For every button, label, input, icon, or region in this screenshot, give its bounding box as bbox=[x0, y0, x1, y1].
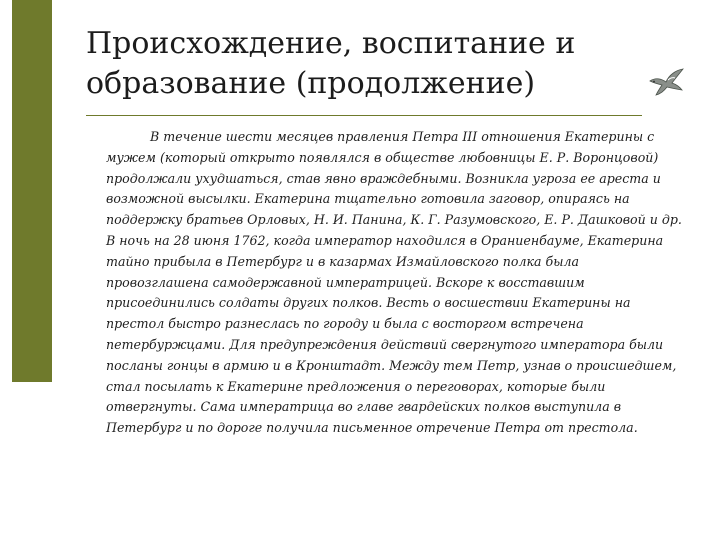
slide-body-text: В течение шести месяцев правления Петра III отношения Екатерины с мужем (который открыто появлялся в обществе любовницы Е. Р. Воронцовой) продолжали ухудшаться, став явно враждебными. Возникла угроза ее ареста и возможной высылки. Екатерина тщательно готовила заговор, опираясь на поддержку братьев Орловых, Н. И. Панина, К. Г. Разумовского, Е. Р. Дашковой и др. В ночь на 28 июня 1762, когда император находился в Ораниенбауме, Екатерина тайно прибыла в Петербург и в казармах Измайловского полка была провозглашена самодержавной императрицей. Вскоре к восставшим присоединились солдаты других полков. Весть о восшествии Екатерины на престол быстро разнеслась по городу и была с восторгом встречена петербуржцами. Для предупреждения действий свергнутого императора были посланы гонцы в армию и в Кронштадт. Между тем Петр, узнав о происшедшем, стал посылать к Екатерине предложения о переговорах, которые были отвергнуты. Сама императрица во главе гвардейских полков выступила в Петербург и по дороге получила письменное отречение Петра от престола. bbox=[106, 129, 682, 436]
side-accent-bar bbox=[12, 0, 52, 382]
slide-title: Происхождение, воспитание и образование (продолжение) bbox=[86, 26, 576, 101]
title-divider bbox=[86, 115, 642, 116]
bird-icon bbox=[646, 64, 686, 98]
